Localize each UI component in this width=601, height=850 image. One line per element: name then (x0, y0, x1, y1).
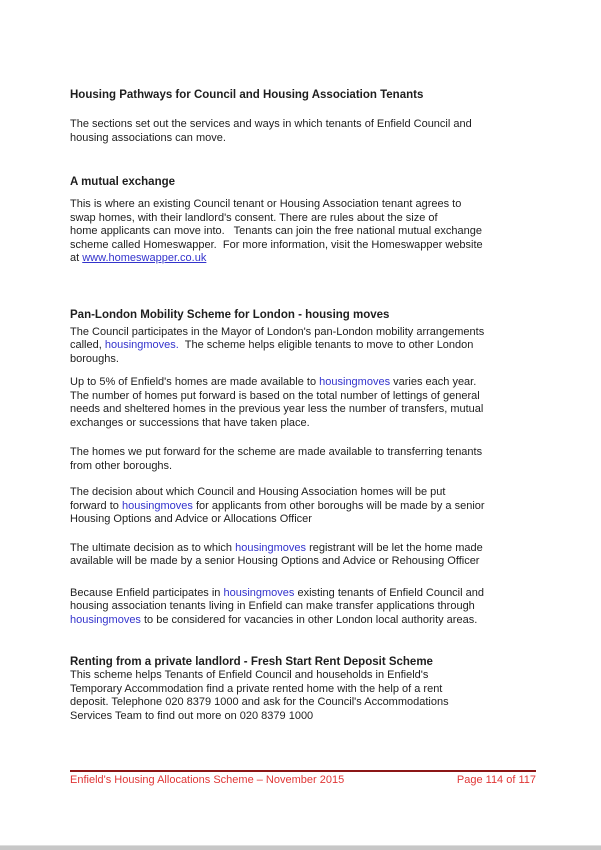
pan-london-paragraph-2 (70, 376, 539, 430)
pan-london-paragraph-4 (70, 486, 539, 527)
paragraph-text: Up to 5% of Enfield's homes are made available to (70, 376, 320, 388)
paragraph-text: The ultimate decision as to which (70, 541, 236, 554)
homeswapper-link[interactable]: www.homeswapper.co.uk (82, 252, 207, 264)
mutual-exchange-paragraph (70, 198, 539, 266)
paragraph-text: The decision about which Council and Housing Association homes will be put forward to (70, 486, 446, 512)
intro-text: The sections set out the services and ways in which tenants of Enfield Council and housing associations can move. (70, 118, 472, 144)
page-bottom-edge (0, 845, 601, 850)
paragraph-text: The Council participates in the Mayor of London's pan-London mobility arrangements called, (70, 325, 485, 351)
paragraph-text: registrant will be let the home made available will be made by a senior Housing Options and Advice or Rehousing Officer (70, 541, 483, 567)
pan-london-heading: Pan-London Mobility Scheme for London - housing moves (70, 308, 390, 321)
paragraph-text: varies each year. The number of homes put forward is based on the total number of lettings of general needs and sheltered homes in the previous year less the number of transfers, mutual exchanges or successions that have taken place. (70, 376, 484, 429)
pan-london-paragraph-5 (70, 542, 539, 569)
paragraph-text: The scheme helps eligible tenants to move to other London boroughs. (70, 339, 474, 365)
paragraph-text: This scheme helps Tenants of Enfield Council and households in Enfield's Temporary Accommodation find a private rented home with the help of a rent deposit. Telephone 020 8379 1000 and ask for the Council's Accommodations Services Team to find out more on 020 8379 1000 (70, 669, 449, 722)
page-title: Housing Pathways for Council and Housing Association Tenants (70, 89, 424, 101)
paragraph-text: to be considered for vacancies in other London local authority areas. (140, 613, 478, 626)
page-content (70, 88, 539, 723)
footer-document-title: Enfield's Housing Allocations Scheme – November 2015 (70, 774, 345, 786)
footer-page-number: Page 114 of 117 (456, 774, 536, 786)
pan-london-paragraph-3 (70, 446, 539, 473)
housingmoves-link[interactable]: housingmoves (235, 541, 307, 554)
paragraph-text: for applicants from other boroughs will be made by a senior Housing Options and Advice or Allocations Officer (70, 499, 485, 525)
housingmoves-link[interactable]: housingmoves (121, 499, 193, 512)
pan-london-paragraph-6 (70, 587, 539, 628)
paragraph-text: Because Enfield participates in (70, 586, 224, 599)
paragraph-text: existing tenants of Enfield Council and housing association tenants living in Enfield can make transfer applications through (70, 586, 484, 612)
intro-paragraph (70, 118, 539, 145)
renting-paragraph (70, 669, 539, 723)
pan-london-paragraph-1 (70, 326, 539, 367)
housingmoves-link[interactable]: housingmoves (70, 613, 141, 626)
paragraph-text: The homes we put forward for the scheme are made available to transferring tenants from other boroughs. (70, 446, 483, 472)
housingmoves-link[interactable]: housingmoves. (104, 339, 179, 351)
mutual-exchange-text: This is where an existing Council tenant or Housing Association tenant agrees to swap homes, with their landlord's consent. There are rules about the size of home applicants can move into. Tenants can join the free national mutual exchange scheme called Homeswapper. For more information, visit the Homeswapper website at (70, 198, 483, 264)
housingmoves-link[interactable]: housingmoves (319, 376, 391, 388)
renting-heading: Renting from a private landlord - Fresh Start Rent Deposit Scheme (70, 656, 433, 668)
housingmoves-link[interactable]: housingmoves (223, 586, 295, 599)
mutual-exchange-heading: A mutual exchange (70, 176, 176, 188)
page-footer (70, 770, 536, 787)
